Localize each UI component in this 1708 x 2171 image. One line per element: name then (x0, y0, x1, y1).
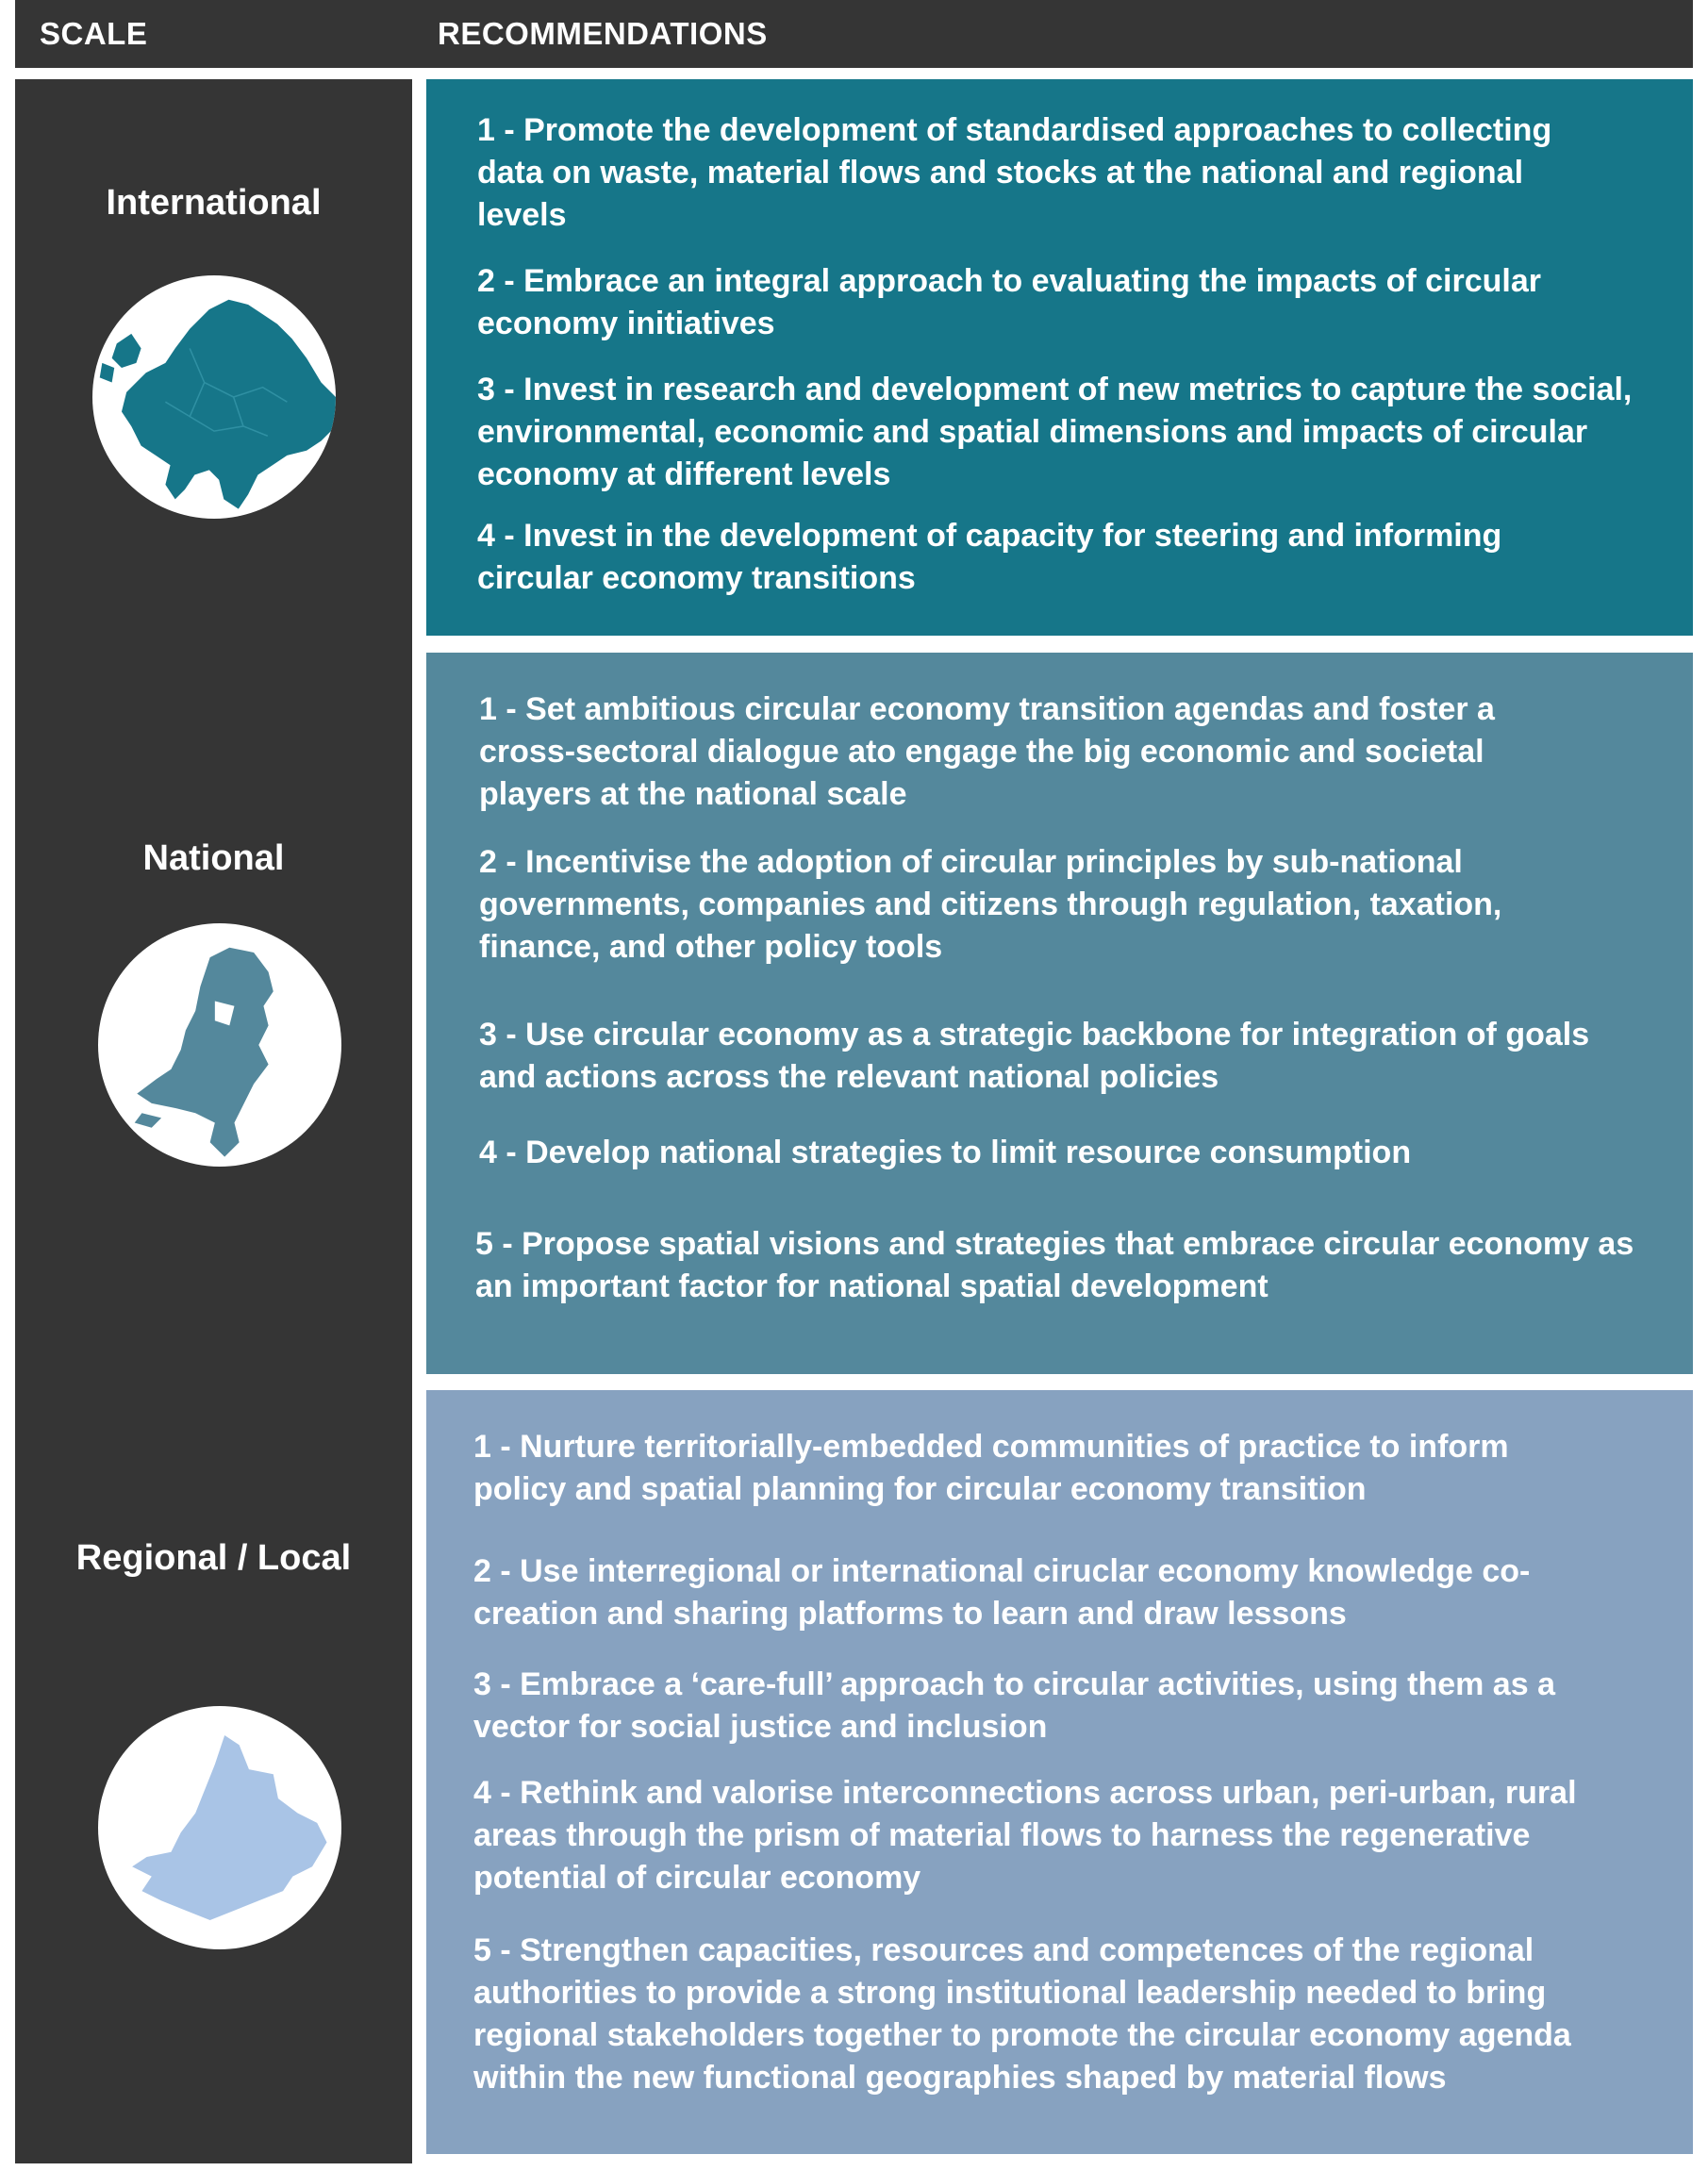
netherlands-map-icon (98, 923, 341, 1167)
scale-label-national: National (142, 838, 285, 878)
recommendation-item: 1 - Promote the development of standardised approaches to collecting data on waste, material flows and stocks at the national and regional levels (477, 112, 1552, 233)
recommendation-item: 4 - Rethink and valorise interconnections across urban, peri-urban, rural areas through the prism of material flows to harness the regenerative potential of circular economy (473, 1775, 1577, 1896)
recommendation-item: 3 - Embrace a ‘care-full’ approach to circular activities, using them as a vector for social justice and inclusion (473, 1666, 1555, 1745)
recommendation-item: 5 - Strengthen capacities, resources and competences of the regional authorities to provide a strong institutional leadership needed to bring regional stakeholders together to promote the circular economy agenda within the new functional geographies shaped by material flows (473, 1932, 1571, 2096)
region-map-icon (98, 1706, 341, 1949)
scale-label-regional-local: Regional / Local (75, 1538, 352, 1578)
table-header (15, 0, 1693, 68)
scale-column (15, 79, 412, 2163)
recommendation-item: 4 - Invest in the development of capacity for steering and informing circular economy transitions (477, 518, 1502, 596)
scale-label-international: International (106, 183, 322, 223)
recommendation-item: 2 - Use interregional or international ciruclar economy knowledge co-creation and sharing platforms to learn and draw lessons (473, 1553, 1531, 1632)
recommendation-item: 1 - Set ambitious circular economy transition agendas and foster a cross-sectoral dialogue ato engage the big economic and societal players at the national scale (479, 691, 1495, 812)
national-recommendations-panel (426, 653, 1693, 1374)
recommendation-item: 5 - Propose spatial visions and strategies that embrace circular economy as an important factor for national spatial development (475, 1226, 1634, 1304)
regional-recommendations-panel (426, 1390, 1693, 2154)
international-recommendations-panel (426, 79, 1693, 636)
recommendation-item: 3 - Use circular economy as a strategic backbone for integration of goals and actions across the relevant national policies (479, 1017, 1590, 1095)
recommendation-item: 2 - Embrace an integral approach to evaluating the impacts of circular economy initiatives (477, 263, 1541, 341)
europe-map-icon (92, 275, 336, 519)
recommendation-item: 1 - Nurture territorially-embedded communities of practice to inform policy and spatial planning for circular economy transition (473, 1429, 1509, 1507)
recommendation-item: 3 - Invest in research and development of new metrics to capture the social, environmental, economic and spatial dimensions and impacts of circular economy at different levels (477, 372, 1633, 492)
scale-column-header: SCALE (40, 16, 148, 51)
recommendation-item: 2 - Incentivise the adoption of circular principles by sub-national governments, companies and citizens through regulation, taxation, finance, and other policy tools (479, 844, 1502, 965)
recommendations-column-header: RECOMMENDATIONS (438, 16, 768, 51)
recommendation-item: 4 - Develop national strategies to limit resource consumption (479, 1135, 1412, 1170)
